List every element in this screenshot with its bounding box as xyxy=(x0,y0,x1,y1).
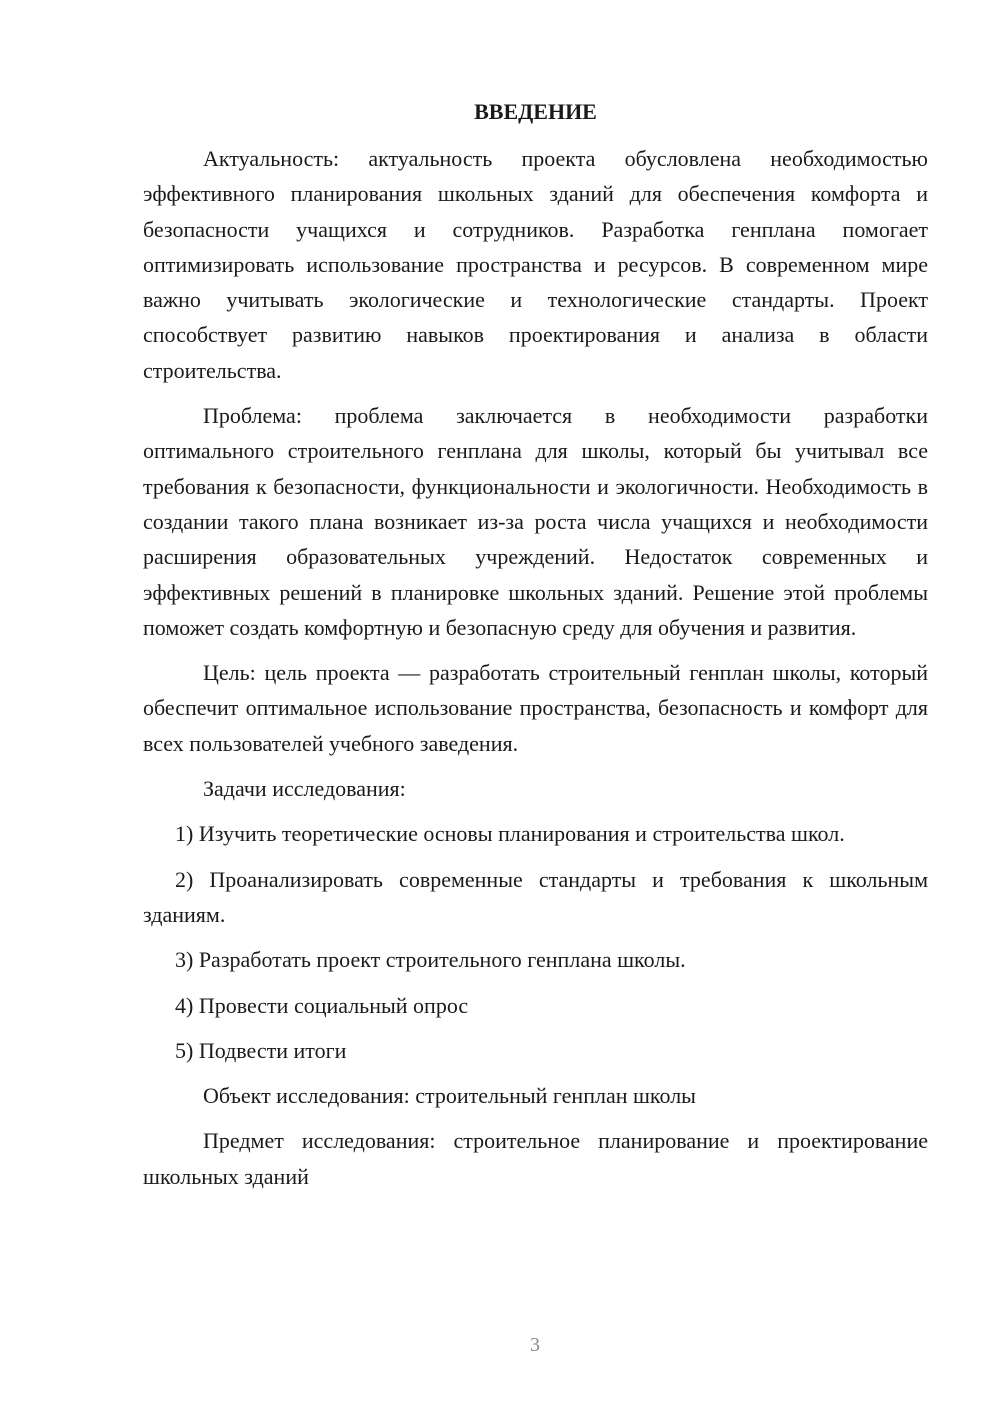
task-item-5: 5) Подвести итоги xyxy=(175,1037,347,1063)
research-object-paragraph: Объект исследования: строительный генплан школы xyxy=(203,1083,696,1109)
problem-paragraph: Проблема: проблема заключается в необходимости разработки оптимального строительного генплана для школы, который бы учитывал все требования к безопасности, функциональности и экологичности. Необходимость в создании такого плана возникает из-за роста числа учащихся и необходимости расширения образовательных учреждений. Недостаток современных и эффективных решений в планировке школьных зданий. Решение этой проблемы поможет создать комфортную и безопасную среду для обучения и развития. xyxy=(143,403,928,640)
page-title: ВВЕДЕНИЕ xyxy=(474,99,597,124)
tasks-heading: Задачи исследования: xyxy=(203,776,406,802)
document-page xyxy=(143,94,928,1194)
relevance-paragraph: Актуальность: актуальность проекта обусловлена необходимостью эффективного планирования школьных зданий для обеспечения комфорта и безопасности учащихся и сотрудников. Разработка генплана помогает оптимизировать использование пространства и ресурсов. В современном мире важно учитывать экологические и технологические стандарты. Проект способствует развитию навыков проектирования и анализа в области строительства. xyxy=(143,146,928,383)
task-item-2: 2) Проанализировать современные стандарты и требования к школьным зданиям. xyxy=(143,866,928,927)
research-subject-paragraph: Предмет исследования: строительное планирование и проектирование школьных зданий xyxy=(143,1128,928,1189)
page-number: 3 xyxy=(530,1334,540,1356)
task-item-4: 4) Провести социальный опрос xyxy=(175,992,469,1018)
goal-paragraph: Цель: цель проекта — разработать строительный генплан школы, который обеспечит оптимальное использование пространства, безопасность и комфорт для всех пользователей учебного заведения. xyxy=(143,660,928,756)
task-item-3: 3) Разработать проект строительного генплана школы. xyxy=(175,947,686,973)
task-item-1: 1) Изучить теоретические основы планирования и строительства школ. xyxy=(175,821,845,847)
